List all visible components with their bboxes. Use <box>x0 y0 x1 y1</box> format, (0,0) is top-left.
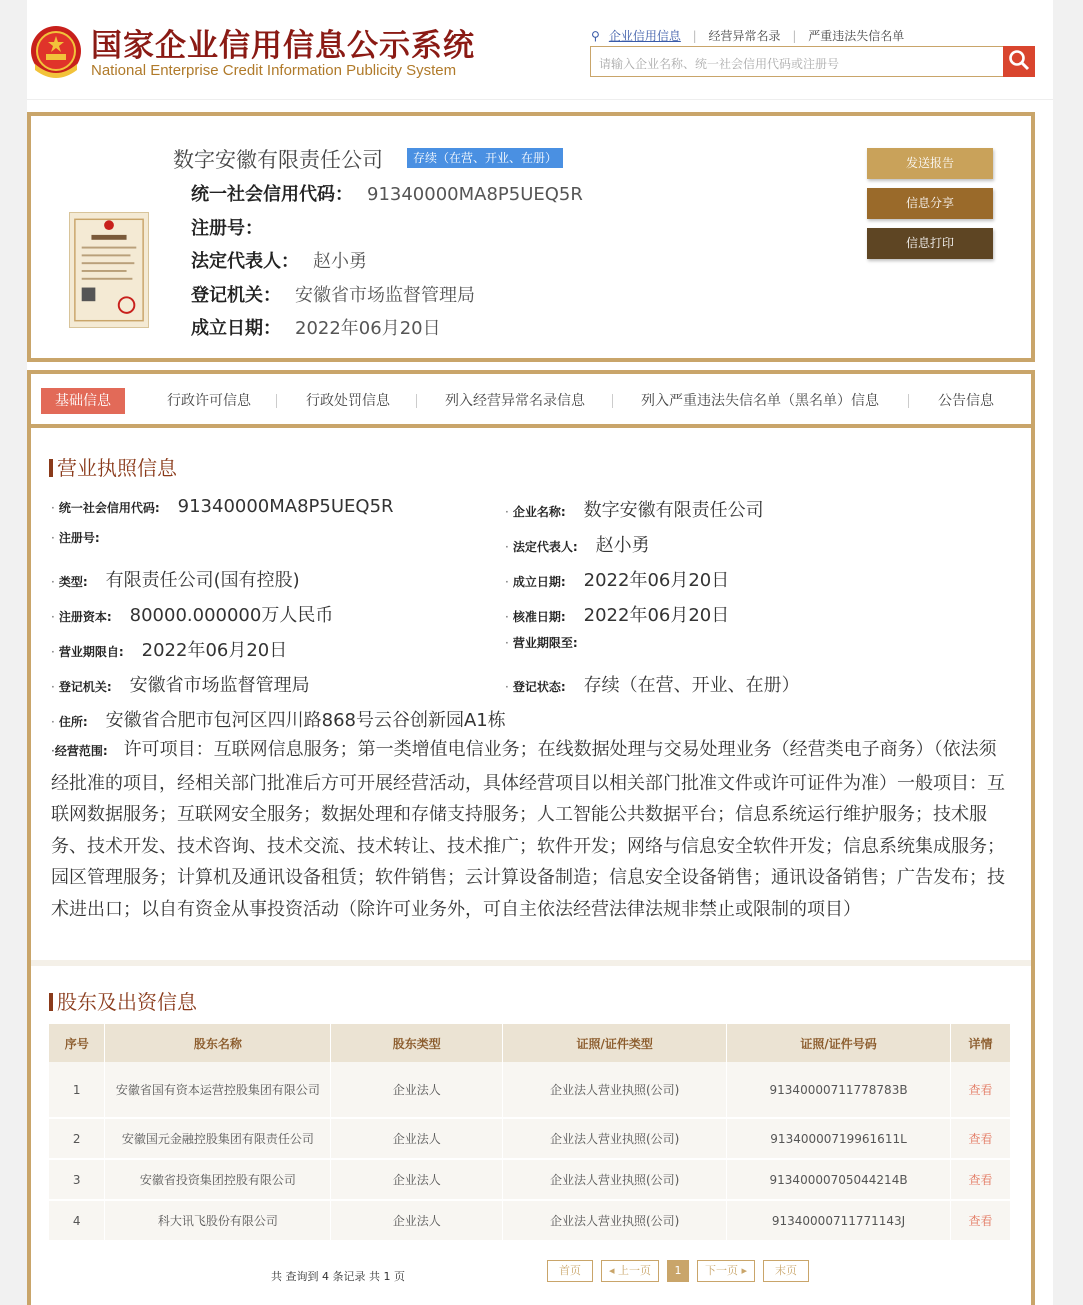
col-cert-no: 证照/证件号码 <box>727 1024 951 1062</box>
summary-credit-code: 统一社会信用代码： 91340000MA8P5UEQ5R <box>191 184 583 205</box>
site-logo-en: National Enterprise Credit Information Publicity System <box>91 62 457 79</box>
col-cert-type: 证照/证件类型 <box>503 1024 727 1062</box>
nav-separator: | <box>792 29 797 43</box>
field-approved: · 核准日期: 2022年06月20日 <box>505 605 730 626</box>
section-marker <box>49 993 53 1011</box>
business-license-thumbnail <box>69 212 149 328</box>
field-address: · 住所: 安徽省合肥市包河区四川路868号云谷创新园A1栋 <box>51 710 506 731</box>
field-reg-no: · 注册号: <box>51 531 100 545</box>
status-badge: 存续（在营、开业、在册） <box>407 148 563 168</box>
site-header <box>27 0 1053 100</box>
table-row: 1 安徽省国有资本运营控股集团有限公司 企业法人 企业法人营业执照(公司) 91340000711778783B 查看 <box>49 1062 1011 1118</box>
section-title-shareholders: 股东及出资信息 <box>49 986 197 1015</box>
field-business-scope: ·经营范围: 许可项目：互联网信息服务；第一类增值电信业务；在线数据处理与交易处理业务（经营类电子商务）（依法须经批准的项目，经相关部门批准后方可开展经营活动，具体经营项目以相关部门批准文件或许可证件为准）一般项目：互联网数据服务；互联网安全服务；数据处理和存储支持服务；人工智能公共数据平台；信息系统运行维护服务；技术服务、技术开发、技术咨询、技术交流、技术转让、技术推广；软件开发；网络与信息安全软件开发；信息系统集成服务；园区管理服务；计算机及通讯设备租赁；软件销售；云计算设备制造；信息安全设备销售；通讯设备销售；广告发布；技术进出口；以自有资金从事投资活动（除许可业务外，可自主依法经营法律法规非禁止或限制的项目） <box>51 739 1005 920</box>
table-header-row <box>49 1024 1011 1062</box>
link-blacklist[interactable]: 严重违法失信名单 <box>808 29 905 43</box>
tab-blacklist[interactable]: 列入严重违法失信名单（黑名单）信息 <box>641 393 879 409</box>
col-no: 序号 <box>49 1024 105 1062</box>
section-marker <box>49 459 53 477</box>
shareholders-table <box>49 1024 1011 1242</box>
tab-admin-penalty[interactable]: 行政处罚信息 <box>306 393 390 409</box>
pager-summary: 共 查询到 4 条记录 共 1 页 <box>271 1270 405 1283</box>
info-tabs <box>31 374 1031 428</box>
tab-admin-license[interactable]: 行政许可信息 <box>167 393 251 409</box>
tab-abnormal-list[interactable]: 列入经营异常名录信息 <box>445 393 585 409</box>
national-emblem-icon <box>29 24 83 82</box>
page <box>27 0 1053 1305</box>
pager-last-button[interactable]: 末页 <box>763 1260 809 1282</box>
site-logo-cn: 国家企业信用信息公示系统 <box>91 28 475 64</box>
top-nav <box>591 27 912 44</box>
table-row: 2 安徽国元金融控股集团有限责任公司 企业法人 企业法人营业执照(公司) 91340000719961611L 查看 <box>49 1118 1011 1159</box>
view-detail-link[interactable]: 查看 <box>951 1200 1011 1241</box>
link-abnormal-list[interactable]: 经营异常名录 <box>708 29 781 43</box>
field-term-to: · 营业期限至: <box>505 636 578 650</box>
link-enterprise-credit[interactable]: 企业信用信息 <box>608 29 681 43</box>
table-row: 3 安徽省投资集团控股有限公司 企业法人 企业法人营业执照(公司) 91340000705044214B 查看 <box>49 1159 1011 1200</box>
col-detail: 详情 <box>951 1024 1011 1062</box>
pager-prev-button[interactable]: ◂ 上一页 <box>601 1260 659 1282</box>
field-founded: · 成立日期: 2022年06月20日 <box>505 570 730 591</box>
summary-legal-rep: 法定代表人： 赵小勇 <box>191 251 367 272</box>
tab-announcements[interactable]: 公告信息 <box>938 393 994 409</box>
pager-first-button[interactable]: 首页 <box>547 1260 593 1282</box>
view-detail-link[interactable]: 查看 <box>951 1062 1011 1118</box>
view-detail-link[interactable]: 查看 <box>951 1159 1011 1200</box>
search-input[interactable]: 请输入企业名称、统一社会信用代码或注册号 <box>590 46 1004 77</box>
search-icon: ⚲ <box>591 29 600 43</box>
field-reg-status: · 登记状态: 存续（在营、开业、在册） <box>505 675 800 696</box>
field-type: · 类型: 有限责任公司(国有控股) <box>51 570 300 591</box>
summary-founded: 成立日期： 2022年06月20日 <box>191 318 441 339</box>
summary-authority: 登记机关： 安徽省市场监督管理局 <box>191 285 475 306</box>
section-divider <box>31 960 1031 966</box>
tab-basic-info[interactable]: 基础信息 <box>41 388 125 414</box>
view-detail-link[interactable]: 查看 <box>951 1118 1011 1159</box>
section-title-license: 营业执照信息 <box>49 452 177 481</box>
magnifier-icon <box>1008 49 1030 71</box>
tab-separator <box>276 394 277 408</box>
table-row: 4 科大讯飞股份有限公司 企业法人 企业法人营业执照(公司) 91340000711771143J 查看 <box>49 1200 1011 1241</box>
company-name: 数字安徽有限责任公司 <box>173 148 383 172</box>
field-authority: · 登记机关: 安徽省市场监督管理局 <box>51 675 310 696</box>
pager-current-page[interactable]: 1 <box>667 1260 689 1282</box>
field-capital: · 注册资本: 80000.000000万人民币 <box>51 605 334 626</box>
col-type: 股东类型 <box>331 1024 503 1062</box>
send-report-button[interactable]: 发送报告 <box>867 148 993 179</box>
share-info-button[interactable]: 信息分享 <box>867 188 993 219</box>
nav-separator: | <box>692 29 697 43</box>
tab-separator <box>908 394 909 408</box>
field-company-name: · 企业名称: 数字安徽有限责任公司 <box>505 500 764 521</box>
search-button[interactable] <box>1003 46 1035 77</box>
pager-next-button[interactable]: 下一页 ▸ <box>697 1260 755 1282</box>
tab-separator <box>612 394 613 408</box>
field-term-from: · 营业期限自: 2022年06月20日 <box>51 640 288 661</box>
col-name: 股东名称 <box>105 1024 331 1062</box>
print-info-button[interactable]: 信息打印 <box>867 228 993 259</box>
detail-panel <box>27 370 1035 1305</box>
field-credit-code: · 统一社会信用代码: 91340000MA8P5UEQ5R <box>51 496 394 517</box>
summary-reg-no: 注册号： <box>191 218 263 239</box>
company-summary-card <box>27 112 1035 362</box>
tab-separator <box>416 394 417 408</box>
field-legal-rep: · 法定代表人: 赵小勇 <box>505 535 650 556</box>
